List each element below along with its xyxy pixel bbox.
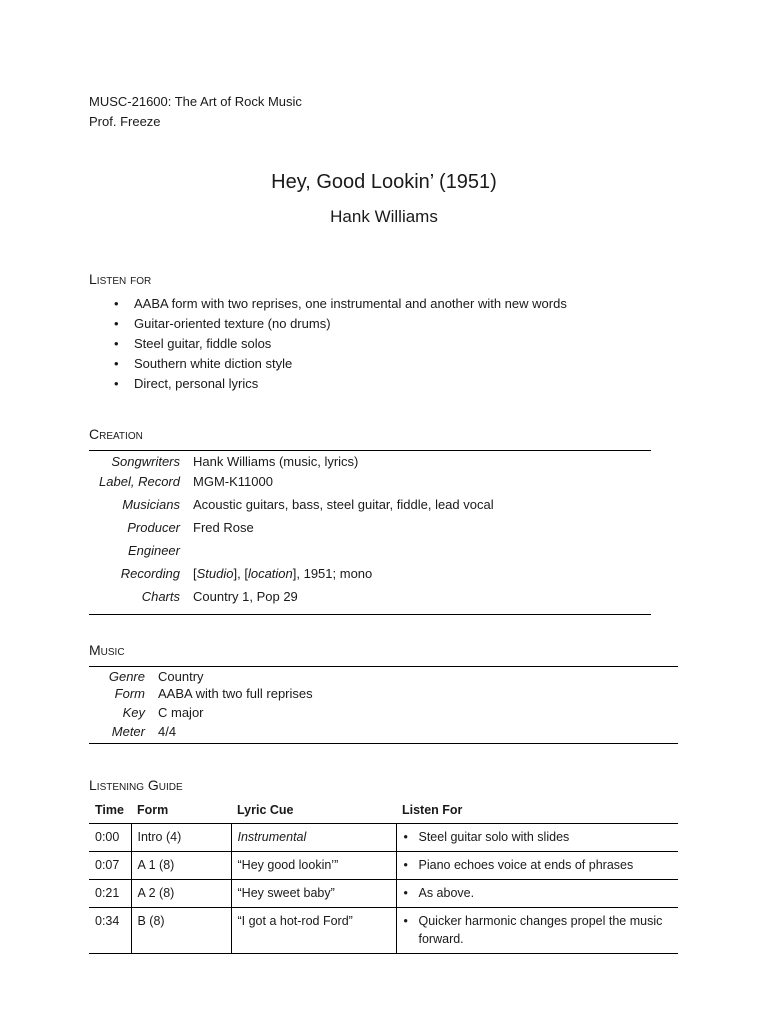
song-title: Hey, Good Lookin’ (1951) [271,171,497,193]
table-row [89,667,678,686]
list-item: • Direct, personal lyrics [134,374,567,394]
table-row [89,543,651,566]
music-key: Key [122,704,145,720]
table-row [89,908,678,954]
creation-value: Country 1, Pop 29 [193,588,298,604]
table-row [89,880,678,908]
table-row [89,852,678,880]
table-row [89,686,678,705]
recording-details: ], 1951; mono [292,565,373,581]
creation-value: MGM-K11000 [193,473,273,489]
creation-key: Label, Record [99,473,180,489]
music-value: Country [158,669,204,684]
listen-for-cell: • As above. [396,880,678,908]
column-header-listen-for: Listen For [402,803,463,817]
column-header-form: Form [137,803,169,817]
music-heading: Music [89,642,125,658]
creation-key: Engineer [127,542,180,558]
form-cell: Intro (4) [131,824,231,852]
form-cell: A 2 (8) [131,880,231,908]
listen-for-cell: • Steel guitar solo with slides [396,824,678,852]
lyric-cue-cell: “Hey sweet baby” [231,880,396,908]
creation-key: Songwriters [111,454,180,469]
creation-key: Charts [141,588,180,604]
listening-guide-heading: Listening Guide [89,777,183,793]
table-row [89,724,678,744]
music-value: 4/4 [158,723,177,739]
table-row [89,520,651,543]
creation-heading: Creation [89,426,143,442]
course-header [89,92,302,132]
listen-for-cell: • Quicker harmonic changes propel the music forward. [396,908,678,954]
recording-location: location [247,565,293,581]
creation-value: Acoustic guitars, bass, steel guitar, fiddle, lead vocal [193,496,494,512]
time-cell: 0:34 [95,914,120,928]
music-value: AABA with two full reprises [158,685,313,701]
listening-guide-table [89,800,678,954]
table-row [89,451,651,474]
time-cell: 0:07 [95,858,120,872]
course-title: MUSC-21600: The Art of Rock Music [89,94,302,109]
column-header-lyric-cue: Lyric Cue [237,803,294,817]
music-value: C major [158,704,204,720]
table-row [89,824,678,852]
music-key: Genre [108,669,145,684]
creation-value: Fred Rose [193,519,254,535]
song-artist: Hank Williams [330,207,438,226]
list-item: • Steel guitar, fiddle solos [134,334,567,354]
lyric-cue-cell: “I got a hot-rod Ford” [231,908,396,954]
form-cell: B (8) [131,908,231,954]
creation-table [89,450,651,615]
table-row [89,705,678,724]
lyric-cue-cell: “Hey good lookin’” [231,852,396,880]
creation-value [180,543,651,566]
list-item: • Southern white diction style [134,354,567,374]
music-key: Form [114,685,145,701]
lyric-cue-cell: Instrumental [231,824,396,852]
music-table [89,666,678,744]
table-row [89,497,651,520]
table-row [89,566,651,589]
time-cell: 0:21 [95,886,120,900]
listen-for-cell: • Piano echoes voice at ends of phrases [396,852,678,880]
table-row [89,589,651,615]
creation-key: Musicians [122,496,180,512]
music-key: Meter [111,723,145,739]
recording-studio: Studio [196,565,234,581]
table-row [89,474,651,497]
form-cell: A 1 (8) [131,852,231,880]
list-item: • Guitar-oriented texture (no drums) [134,314,567,334]
table-header-row [89,800,678,824]
time-cell: 0:00 [95,830,120,844]
creation-value: [Studio], [location], 1951; mono [193,565,373,581]
column-header-time: Time [95,803,124,817]
listen-for-heading: Listen for [89,271,152,287]
list-item: • AABA form with two reprises, one instrumental and another with new words [134,294,567,314]
creation-value: Hank Williams (music, lyrics) [193,454,359,469]
listen-for-list [89,294,567,394]
creation-key: Recording [120,565,180,581]
creation-key: Producer [127,519,180,535]
professor-name: Prof. Freeze [89,114,161,129]
